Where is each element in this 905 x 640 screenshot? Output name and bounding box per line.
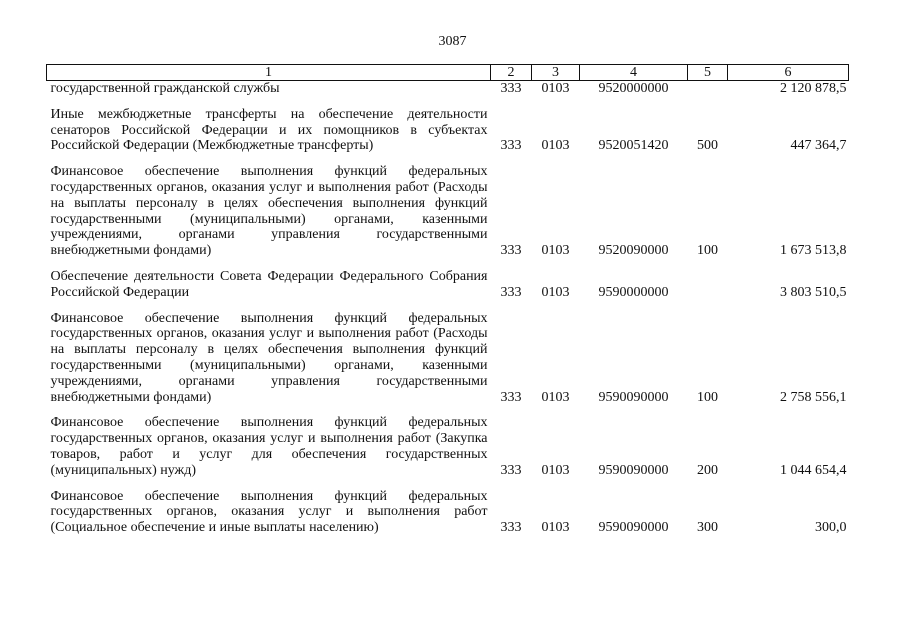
table-row bbox=[47, 405, 849, 478]
section-code: 0103 bbox=[541, 520, 570, 536]
section-code: 0103 bbox=[541, 462, 570, 478]
target-article-code: 9520051420 bbox=[598, 138, 669, 154]
column-header: 4 bbox=[580, 65, 688, 81]
row-description: государственной гражданской службы bbox=[50, 81, 280, 96]
budget-table bbox=[46, 64, 849, 536]
row-description: Финансовое обеспечение выполнения функций федеральных государственных органов, оказания услуг и выполнения работ (Закупка товаров, работ и услуг для обеспечения государственных (муниципальных) нужд) bbox=[50, 415, 488, 478]
expense-type-code: 200 bbox=[697, 462, 718, 478]
expense-type-code bbox=[688, 259, 728, 301]
table-row bbox=[47, 154, 849, 259]
section-code: 0103 bbox=[541, 284, 570, 300]
amount: 1 673 513,8 bbox=[780, 243, 847, 259]
expense-type-code: 100 bbox=[697, 389, 718, 405]
ministry-code: 333 bbox=[500, 389, 522, 405]
column-header: 3 bbox=[532, 65, 580, 81]
ministry-code: 333 bbox=[500, 462, 522, 478]
target-article-code: 9590090000 bbox=[598, 462, 669, 478]
row-description: Финансовое обеспечение выполнения функций федеральных государственных органов, оказания услуг и выполнения работ (Расходы на выплаты персоналу в целях обеспечения выполнения функций государственными (муниципальными) органами, казенными учреждениями, органами управления государственными внебюджетными фондами) bbox=[50, 164, 488, 259]
column-header: 6 bbox=[728, 65, 849, 81]
ministry-code: 333 bbox=[500, 81, 522, 96]
amount: 2 120 878,5 bbox=[780, 81, 847, 96]
expense-type-code: 100 bbox=[697, 243, 718, 259]
table-row bbox=[47, 259, 849, 301]
expense-type-code: 500 bbox=[697, 138, 718, 154]
row-description: Финансовое обеспечение выполнения функций федеральных государственных органов, оказания услуг и выполнения работ (Расходы на выплаты персоналу в целях обеспечения выполнения функций государственными (муниципальными) органами, казенными учреждениями, органами управления государственными внебюджетными фондами) bbox=[50, 310, 488, 405]
target-article-code: 9590090000 bbox=[598, 520, 669, 536]
target-article-code: 9520000000 bbox=[598, 81, 669, 96]
column-header: 2 bbox=[491, 65, 532, 81]
section-code: 0103 bbox=[541, 81, 570, 96]
ministry-code: 333 bbox=[500, 138, 522, 154]
target-article-code: 9520090000 bbox=[598, 243, 669, 259]
page-number: 3087 bbox=[438, 34, 467, 49]
target-article-code: 9590090000 bbox=[598, 389, 669, 405]
ministry-code: 333 bbox=[500, 284, 522, 300]
amount: 2 758 556,1 bbox=[780, 389, 847, 405]
amount: 447 364,7 bbox=[790, 138, 847, 154]
ministry-code: 333 bbox=[500, 520, 522, 536]
table-row bbox=[47, 97, 849, 154]
section-code: 0103 bbox=[541, 243, 570, 259]
table-row bbox=[47, 479, 849, 536]
amount: 300,0 bbox=[815, 520, 847, 536]
target-article-code: 9590000000 bbox=[598, 284, 669, 300]
table-row bbox=[47, 81, 849, 97]
ministry-code: 333 bbox=[500, 243, 522, 259]
column-header: 1 bbox=[47, 65, 491, 81]
amount: 3 803 510,5 bbox=[780, 284, 847, 300]
expense-type-code: 300 bbox=[697, 520, 718, 536]
table-row bbox=[47, 301, 849, 406]
row-description: Финансовое обеспечение выполнения функций федеральных государственных органов, оказания услуг и выполнения работ (Социальное обеспечение и иные выплаты населению) bbox=[50, 488, 488, 536]
section-code: 0103 bbox=[541, 138, 570, 154]
expense-type-code bbox=[688, 81, 728, 97]
column-header: 5 bbox=[688, 65, 728, 81]
table-header-row bbox=[47, 65, 849, 81]
row-description: Иные межбюджетные трансферты на обеспечение деятельности сенаторов Российской Федерации и их помощников в субъектах Российской Федерации (Межбюджетные трансферты) bbox=[50, 106, 488, 154]
amount: 1 044 654,4 bbox=[780, 462, 847, 478]
section-code: 0103 bbox=[541, 389, 570, 405]
row-description: Обеспечение деятельности Совета Федерации Федерального Собрания Российской Федерации bbox=[50, 268, 488, 300]
